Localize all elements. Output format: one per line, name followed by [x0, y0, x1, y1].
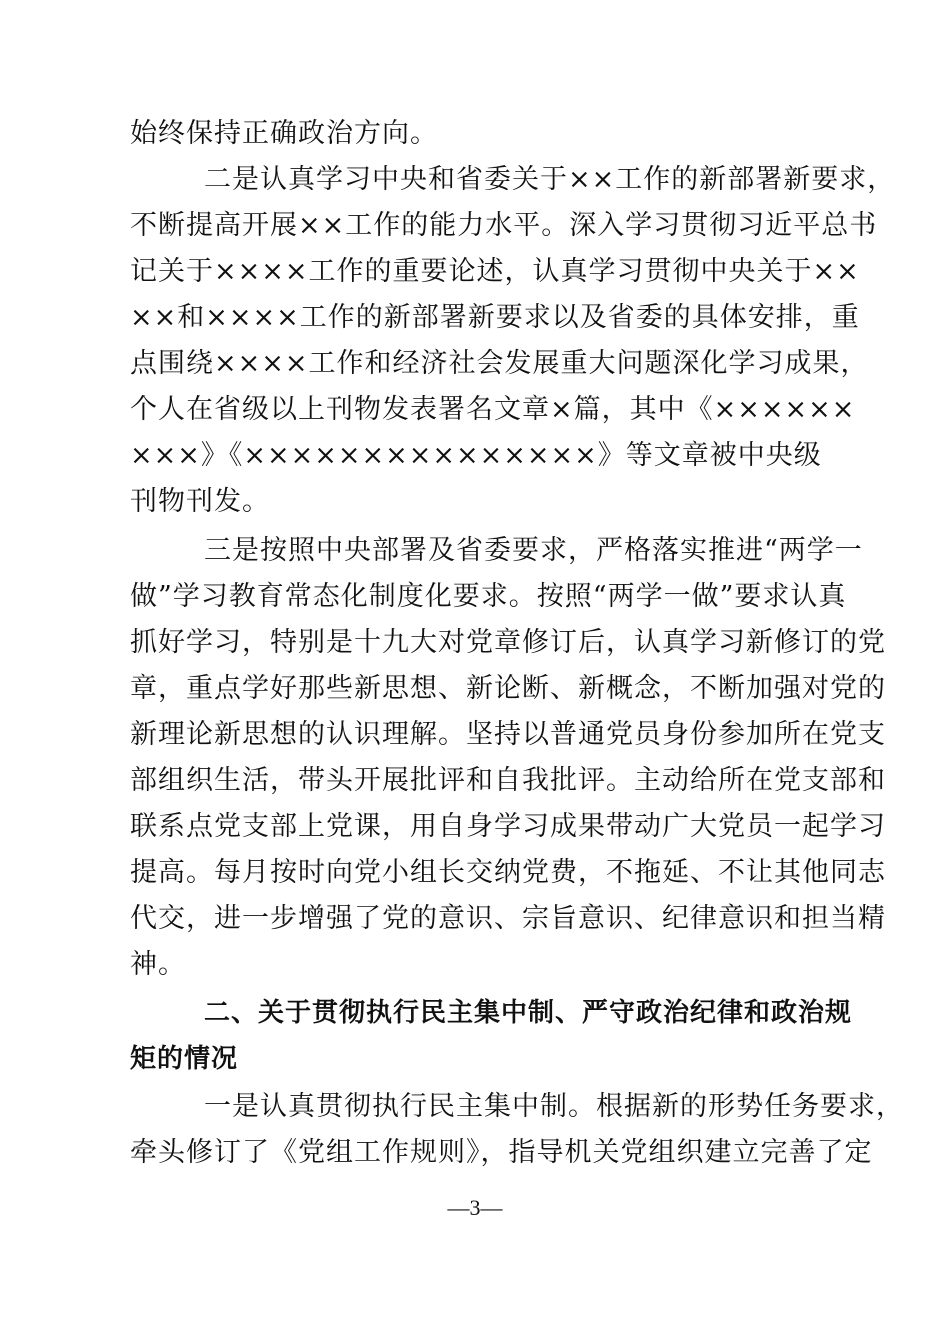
text-line: 牵头修订了《党组工作规则》，指导机关党组织建立完善了定 [130, 1137, 873, 1168]
text-line: 点围绕××××工作和经济社会发展重大问题深化学习成果， [130, 348, 869, 379]
text-line: 刊物刊发。 [130, 486, 270, 517]
text-line: ×××》《×××××××××××××××》等文章被中央级 [130, 440, 822, 471]
text-line: 神。 [130, 949, 186, 980]
text-line: 章，重点学好那些新思想、新论断、新概念，不断加强对党的 [130, 673, 886, 704]
text-line: 不断提高开展××工作的能力水平。深入学习贯彻习近平总书 [130, 210, 878, 241]
text-line: 新理论新思想的认识理解。坚持以普通党员身份参加所在党支 [130, 719, 886, 750]
section-heading: 矩的情况 [130, 1044, 239, 1074]
text-line: 部组织生活，带头开展批评和自我批评。主动给所在党支部和 [130, 765, 886, 796]
text-line: 一是认真贯彻执行民主集中制。根据新的形势任务要求， [204, 1091, 904, 1122]
text-line: 抓好学习，特别是十九大对党章修订后，认真学习新修订的党 [130, 627, 886, 658]
section-heading: 二、关于贯彻执行民主集中制、严守政治纪律和政治规 [204, 998, 853, 1028]
text-line: 三是按照中央部署及省委要求，严格落实推进“两学一 [204, 535, 863, 566]
text-line: 联系点党支部上党课，用自身学习成果带动广大党员一起学习 [130, 811, 886, 842]
text-line: 代交，进一步增强了党的意识、宗旨意识、纪律意识和担当精 [130, 903, 886, 934]
text-line: ××和××××工作的新部署新要求以及省委的具体安排，重 [130, 302, 860, 333]
text-line: 个人在省级以上刊物发表署名文章×篇，其中《×××××× [130, 394, 856, 425]
page-number: —3— [447, 1195, 503, 1220]
text-line: 二是认真学习中央和省委关于××工作的新部署新要求， [204, 164, 896, 195]
text-line: 记关于××××工作的重要论述，认真学习贯彻中央关于×× [130, 256, 860, 287]
text-line: 始终保持正确政治方向。 [130, 118, 438, 149]
text-line: 提高。每月按时向党小组长交纳党费，不拖延、不让其他同志 [130, 857, 886, 888]
text-line: 做”学习教育常态化制度化要求。按照“两学一做”要求认真 [130, 581, 847, 612]
